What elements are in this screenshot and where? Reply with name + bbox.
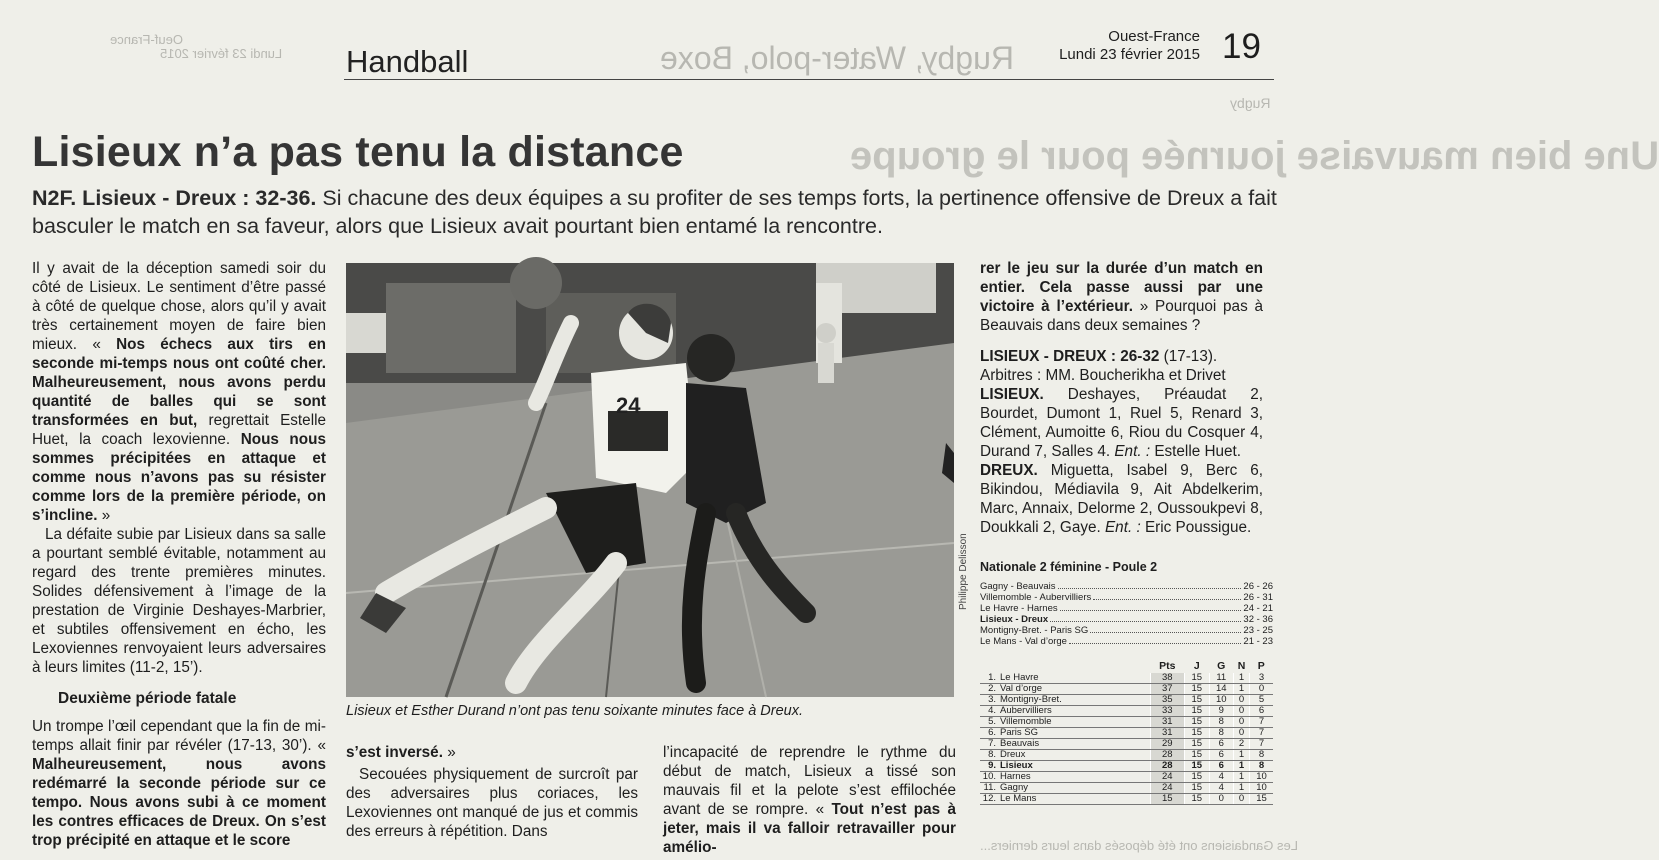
col-n: N (1237, 659, 1246, 672)
lost-cell: 10 (1250, 783, 1273, 794)
fixture-match: Montigny-Bret. - Paris SG (980, 625, 1089, 636)
table-row (980, 684, 1273, 695)
won-cell: 6 (1209, 739, 1233, 750)
fixture-match: Le Havre - Harnes (980, 603, 1058, 614)
paragraph-5: Secouées physiquement de surcroît par des adversaires plus coriaces, les Lexoviennes ont manqué de jus et commis des erreurs à répétition. Dans (346, 766, 638, 840)
article-standfirst (32, 184, 1277, 240)
drawn-cell: 0 (1233, 717, 1249, 728)
fixture-row (980, 636, 1273, 647)
pts-cell: 24 (1150, 772, 1185, 783)
table-row (980, 717, 1273, 728)
pts-cell: 28 (1150, 761, 1185, 772)
table-row (980, 794, 1273, 805)
won-cell: 11 (1209, 673, 1233, 684)
bleed-through-footer: Les Gandaisiens ont été déposés dans leurs derniers... (980, 838, 1298, 853)
fixture-match: Villemomble - Aubervilliers (980, 592, 1092, 603)
leader-dots (1069, 636, 1241, 644)
team-rank: 3. (988, 694, 996, 706)
masthead (1050, 28, 1200, 64)
played-cell: 15 (1185, 684, 1209, 695)
paragraph-2: La défaite subie par Lisieux dans sa salle a pourtant semblé évitable, notamment au regard des trente premières minutes. Solides défensivement à l’image de la prestation de Virginie Deshayes-Marbrier, et subtiles offensivement en écho, les Lexoviennes renvoyaient leurs adversaires à leurs limites (11-2, 15’). (32, 526, 326, 676)
team-name: Montigny-Bret. (1000, 694, 1062, 706)
fixture-row (980, 581, 1273, 592)
team-name: Le Mans (1000, 793, 1037, 805)
team-cell (980, 695, 1150, 706)
team-rank: 6. (988, 727, 996, 739)
paragraph-6: l’incapacité de reprendre le rythme du début de match, Lisieux a tissé son mauvais fil et la pelote s’est effilochée avant de se rompre. « Tout n’est pas à jeter, mais il va falloir retravailler pour amélio- (663, 744, 956, 856)
team-cell (980, 717, 1150, 728)
won-cell: 4 (1209, 772, 1233, 783)
table-row (980, 772, 1273, 783)
article-column-2 (346, 743, 638, 841)
fixtures-list (980, 581, 1273, 647)
played-cell: 15 (1185, 783, 1209, 794)
team-name: Villemomble (1000, 716, 1052, 728)
team-cell (980, 783, 1150, 794)
won-cell: 0 (1209, 794, 1233, 805)
lost-cell: 0 (1250, 684, 1273, 695)
team-rank: 4. (988, 705, 996, 717)
team-cell (980, 794, 1150, 805)
team-cell (980, 684, 1150, 695)
drawn-cell: 1 (1233, 673, 1249, 684)
leader-dots (1050, 614, 1241, 622)
team-name: Dreux (1000, 749, 1026, 761)
bleed-through-header: Oeuf-France (110, 32, 183, 47)
lost-cell: 7 (1250, 717, 1273, 728)
leader-dots (1060, 603, 1242, 611)
match-sheet (980, 347, 1263, 537)
bleed-through-date: Lundi 23 février 2015 (160, 46, 283, 61)
played-cell: 15 (1185, 794, 1209, 805)
fixture-row (980, 614, 1273, 625)
played-cell: 15 (1185, 772, 1209, 783)
fixture-score: 24 - 21 (1243, 603, 1273, 614)
team-name: Harnes (1000, 771, 1031, 783)
paragraph-4: s’est inversé. » (346, 744, 456, 761)
paragraph-1: Il y avait de la déception samedi soir du côté de Lisieux. Le sentiment d’être passé à côté de quelque chose, alors qu’il y avait très certainement moyen de faire bien mieux. « Nos échecs aux tirs en seconde mi-temps nous ont coûté cher. Malheureusement, nous avons perdu quantité de balles qui se sont transformées en but, regrettait Estelle Huet, la coach lexovienne. Nous nous sommes précipitées en attaque et comme nous n’avons pas su résister comme lors de la première période, on s’incline. » (32, 260, 326, 524)
lost-cell: 15 (1250, 794, 1273, 805)
standfirst-score: N2F. Lisieux - Dreux : 32-36. (32, 186, 317, 210)
newspaper-name: Ouest-France (1108, 28, 1200, 45)
won-cell: 14 (1209, 684, 1233, 695)
played-cell: 15 (1185, 706, 1209, 717)
col-pts: Pts (1159, 659, 1176, 672)
pts-cell: 31 (1150, 717, 1185, 728)
handball-player-photo (346, 263, 954, 697)
table-row (980, 783, 1273, 794)
drawn-cell: 1 (1233, 772, 1249, 783)
team-name: Val d’orge (1000, 683, 1043, 695)
page-number: 19 (1222, 27, 1261, 66)
lost-cell: 8 (1250, 750, 1273, 761)
fixture-row (980, 603, 1273, 614)
team-rank: 10. (982, 771, 996, 783)
paragraph-7: rer le jeu sur la durée d’un match en entier. Cela passe aussi par une victoire à l’extérieur. » Pourquoi pas à Beauvais dans deux semaines ? (980, 260, 1263, 334)
fixture-match: Gagny - Beauvais (980, 581, 1056, 592)
team-cell (980, 739, 1150, 750)
drawn-cell: 0 (1233, 728, 1249, 739)
fixture-score: 23 - 25 (1243, 625, 1273, 636)
article-column-4 (980, 259, 1263, 537)
col-j: J (1193, 659, 1200, 672)
pts-cell: 37 (1150, 684, 1185, 695)
pts-cell: 33 (1150, 706, 1185, 717)
fixture-row (980, 625, 1273, 636)
team-cell (980, 673, 1150, 684)
played-cell: 15 (1185, 695, 1209, 706)
won-cell: 8 (1209, 728, 1233, 739)
table-row (980, 761, 1273, 772)
team-rank: 5. (988, 716, 996, 728)
team-name: Beauvais (1000, 738, 1040, 750)
drawn-cell: 1 (1233, 783, 1249, 794)
fixture-score: 26 - 31 (1243, 592, 1273, 603)
article-subhead: Deuxième période fatale (58, 690, 237, 707)
fixture-match: Lisieux - Dreux (980, 614, 1049, 625)
won-cell: 6 (1209, 761, 1233, 772)
photo-credit: Philippe Delisson (958, 533, 969, 610)
pts-cell: 29 (1150, 739, 1185, 750)
team-name: Le Havre (1000, 672, 1039, 684)
pts-cell: 24 (1150, 783, 1185, 794)
article-headline: Lisieux n’a pas tenu la distance (32, 128, 684, 176)
lost-cell: 6 (1250, 706, 1273, 717)
leader-dots (1090, 625, 1241, 633)
pts-cell: 35 (1150, 695, 1185, 706)
standings-body (980, 673, 1273, 805)
article-photo (346, 263, 954, 697)
team-cell (980, 706, 1150, 717)
paragraph-3: Un trompe l’œil cependant que la fin de mi-temps allait finir par révéler (17-13, 30’). « Malheureusement, nous avons redémarré la seconde période sur ce tempo. Nous avons subi à ce moment les contres efficaces de Dreux. On s’est trop précipité en attaque et le score (32, 718, 326, 849)
played-cell: 15 (1185, 739, 1209, 750)
table-row (980, 750, 1273, 761)
team-name: Paris SG (1000, 727, 1039, 739)
col-g: G (1217, 659, 1226, 672)
lost-cell: 8 (1250, 761, 1273, 772)
lost-cell: 7 (1250, 739, 1273, 750)
table-row (980, 695, 1273, 706)
team-rank: 7. (988, 738, 996, 750)
won-cell: 4 (1209, 783, 1233, 794)
bleed-through-label: Rugby (1230, 95, 1271, 111)
header-rule (344, 79, 1274, 80)
pts-cell: 15 (1150, 794, 1185, 805)
team-rank: 9. (988, 760, 996, 772)
drawn-cell: 0 (1233, 706, 1249, 717)
leader-dots (1058, 581, 1242, 589)
issue-date: Lundi 23 février 2015 (1059, 46, 1200, 63)
fixture-score: 32 - 36 (1243, 614, 1273, 625)
team-cell (980, 750, 1150, 761)
section-title: Handball (346, 44, 469, 79)
team-rank: 1. (988, 672, 996, 684)
table-row (980, 728, 1273, 739)
jersey-number: 24 (616, 393, 641, 418)
played-cell: 15 (1185, 673, 1209, 684)
lost-cell: 7 (1250, 728, 1273, 739)
team-name: Aubervilliers (1000, 705, 1052, 717)
won-cell: 9 (1209, 706, 1233, 717)
drawn-cell: 2 (1233, 739, 1249, 750)
article-column-1 (32, 259, 326, 850)
match-referees: Arbitres : MM. Boucherikha et Drivet (980, 367, 1226, 384)
team-rank: 8. (988, 749, 996, 761)
match-result: LISIEUX - DREUX : 26-32 (17-13). (980, 348, 1218, 365)
team-rank: 2. (988, 683, 996, 695)
drawn-cell: 0 (1233, 794, 1249, 805)
team-name: Gagny (1000, 782, 1028, 794)
article-column-3 (663, 743, 956, 857)
drawn-cell: 0 (1233, 695, 1249, 706)
table-row (980, 739, 1273, 750)
standfirst-text: Si chacune des deux équipes a su profiter de ses temps forts, la pertinence offensive de Dreux a fait basculer le match en sa faveur, alors que Lisieux avait pourtant bien entamé la rencontre. (32, 186, 1277, 238)
leader-dots (1093, 592, 1241, 600)
won-cell: 10 (1209, 695, 1233, 706)
drawn-cell: 1 (1233, 761, 1249, 772)
played-cell: 15 (1185, 728, 1209, 739)
pts-cell: 28 (1150, 750, 1185, 761)
team-rank: 12. (982, 793, 996, 805)
fixture-row (980, 592, 1273, 603)
team-rank: 11. (983, 782, 996, 794)
won-cell: 6 (1209, 750, 1233, 761)
played-cell: 15 (1185, 761, 1209, 772)
played-cell: 15 (1185, 750, 1209, 761)
standings-header-row (980, 658, 1273, 673)
lisieux-lineup: LISIEUX. Deshayes, Préaudat 2, Bourdet, Dumont 1, Ruel 5, Renard 3, Clément, Aumoitte 6, Riou du Cosquer 4, Durand 7, Salles 4. Ent. : Estelle Huet. (980, 386, 1263, 460)
team-name: Lisieux (1000, 760, 1033, 772)
bleed-through-section: Rugby, Water-polo, Boxe (660, 40, 1014, 76)
dreux-lineup: DREUX. Miguetta, Isabel 9, Berc 6, Bikindou, Médiavila 9, Ait Abdelkerim, Marc, Annaix, Delorme 2, Oussoukpevi 8, Doukkali 2, Gaye. Ent. : Eric Poussigue. (980, 462, 1263, 536)
col-p: P (1257, 659, 1265, 672)
pts-cell: 31 (1150, 728, 1185, 739)
lost-cell: 5 (1250, 695, 1273, 706)
drawn-cell: 1 (1233, 684, 1249, 695)
bleed-through-headline: Une bien mauvaise journée pour le groupe (850, 134, 1659, 178)
table-row (980, 673, 1273, 684)
photo-caption: Lisieux et Esther Durand n’ont pas tenu soixante minutes face à Dreux. (346, 703, 804, 719)
team-cell (980, 772, 1150, 783)
table-row (980, 706, 1273, 717)
fixture-score: 21 - 23 (1243, 636, 1273, 647)
standings-title: Nationale 2 féminine - Poule 2 (980, 560, 1158, 574)
team-cell (980, 728, 1150, 739)
played-cell: 15 (1185, 717, 1209, 728)
pts-cell: 38 (1150, 673, 1185, 684)
standings-table (980, 658, 1273, 805)
fixture-score: 26 - 26 (1243, 581, 1273, 592)
won-cell: 8 (1209, 717, 1233, 728)
drawn-cell: 1 (1233, 750, 1249, 761)
lost-cell: 10 (1250, 772, 1273, 783)
lost-cell: 3 (1250, 673, 1273, 684)
fixture-match: Le Mans - Val d’orge (980, 636, 1067, 647)
team-cell (980, 761, 1150, 772)
